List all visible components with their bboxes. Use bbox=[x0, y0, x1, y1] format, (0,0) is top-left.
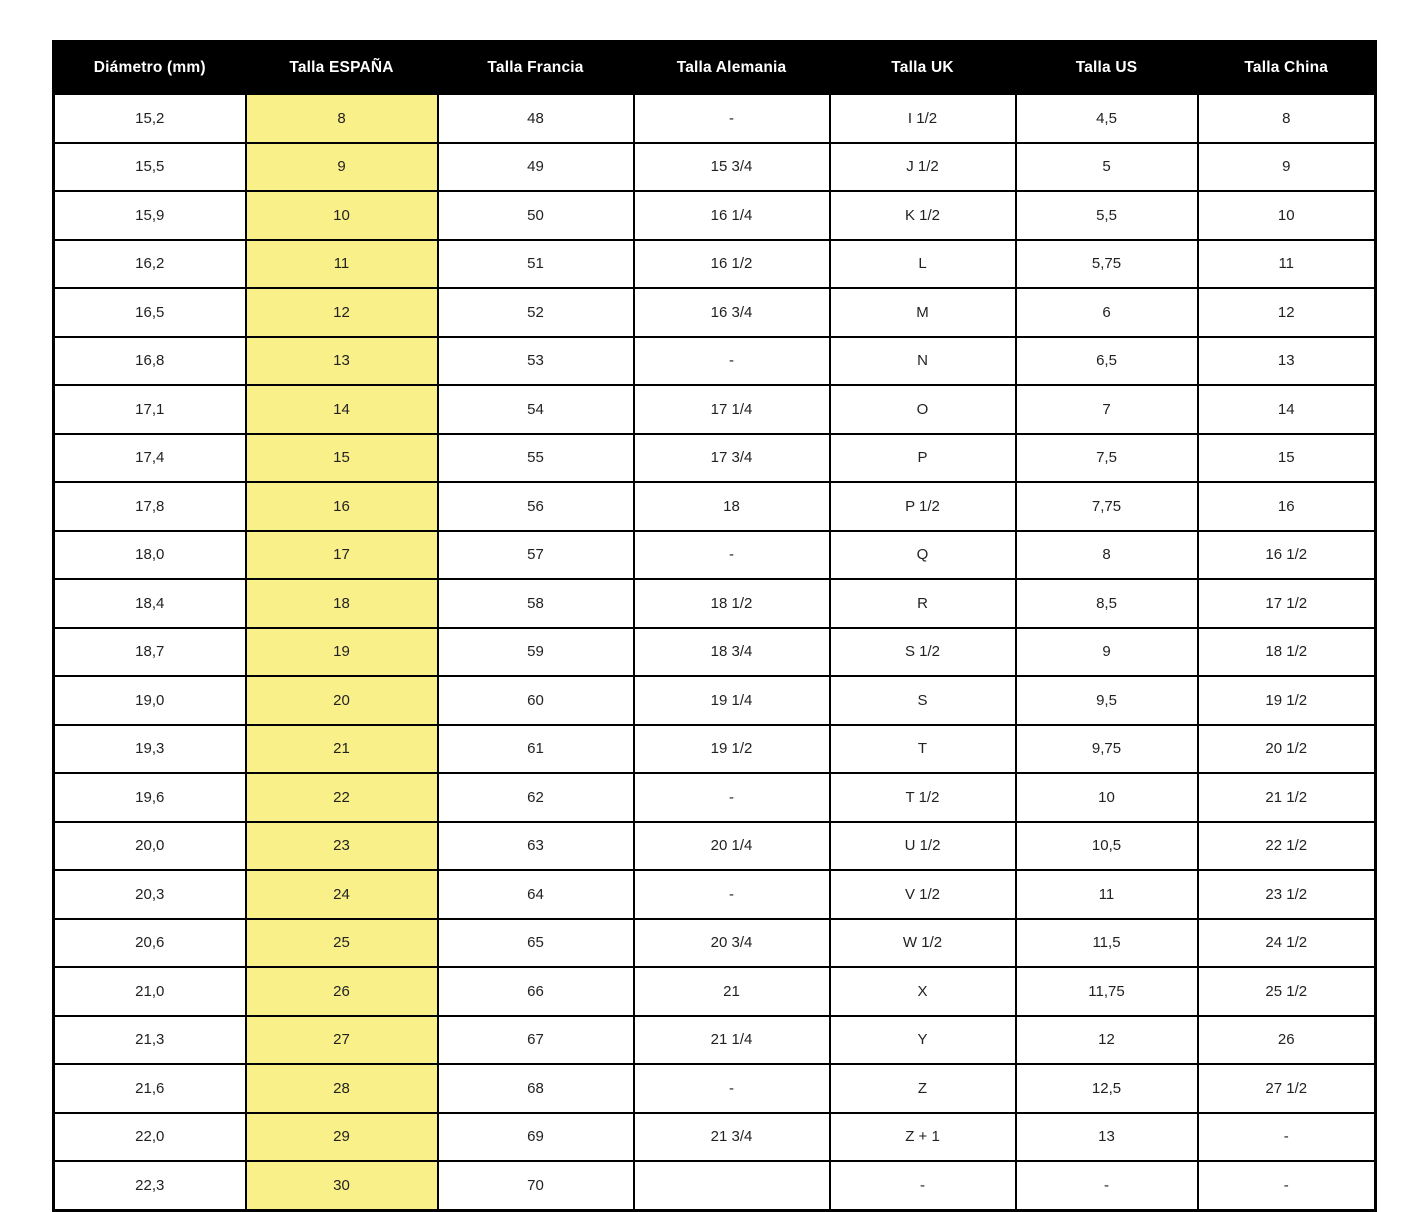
table-cell: 22,3 bbox=[54, 1161, 246, 1210]
table-cell: 28 bbox=[246, 1064, 438, 1113]
table-cell: 16,5 bbox=[54, 288, 246, 337]
table-cell: 23 bbox=[246, 822, 438, 871]
column-header-talla-espana: Talla ESPAÑA bbox=[246, 42, 438, 95]
table-cell: M bbox=[830, 288, 1016, 337]
table-cell: 9,75 bbox=[1016, 725, 1198, 774]
table-cell: 17 1/4 bbox=[634, 385, 830, 434]
table-cell bbox=[634, 1161, 830, 1210]
table-cell: 7,75 bbox=[1016, 482, 1198, 531]
table-cell: 9 bbox=[246, 143, 438, 192]
table-header-row bbox=[54, 42, 1376, 95]
table-cell: 8 bbox=[246, 94, 438, 143]
table-cell: - bbox=[1016, 1161, 1198, 1210]
table-cell: 19 1/2 bbox=[634, 725, 830, 774]
table-cell: 24 bbox=[246, 870, 438, 919]
table-cell: S 1/2 bbox=[830, 628, 1016, 677]
table-cell: 16 1/2 bbox=[634, 240, 830, 289]
table-cell: 68 bbox=[438, 1064, 634, 1113]
table-cell: 5,75 bbox=[1016, 240, 1198, 289]
table-cell: 12 bbox=[246, 288, 438, 337]
table-cell: 10,5 bbox=[1016, 822, 1198, 871]
table-cell: 18,7 bbox=[54, 628, 246, 677]
table-cell: 11,75 bbox=[1016, 967, 1198, 1016]
table-cell: 70 bbox=[438, 1161, 634, 1210]
table-cell: L bbox=[830, 240, 1016, 289]
column-header-talla-alemania: Talla Alemania bbox=[634, 42, 830, 95]
table-cell: 10 bbox=[1016, 773, 1198, 822]
table-row bbox=[54, 240, 1376, 289]
table-cell: U 1/2 bbox=[830, 822, 1016, 871]
table-cell: 15 3/4 bbox=[634, 143, 830, 192]
table-cell: 4,5 bbox=[1016, 94, 1198, 143]
column-header-talla-francia: Talla Francia bbox=[438, 42, 634, 95]
table-cell: 16 bbox=[1198, 482, 1376, 531]
table-cell: 7 bbox=[1016, 385, 1198, 434]
table-cell: 27 bbox=[246, 1016, 438, 1065]
table-cell: - bbox=[1198, 1161, 1376, 1210]
table-cell: 5 bbox=[1016, 143, 1198, 192]
table-cell: N bbox=[830, 337, 1016, 386]
table-cell: 62 bbox=[438, 773, 634, 822]
table-cell: 18 bbox=[634, 482, 830, 531]
table-cell: 50 bbox=[438, 191, 634, 240]
table-cell: 21,6 bbox=[54, 1064, 246, 1113]
table-cell: 15 bbox=[246, 434, 438, 483]
table-cell: - bbox=[1198, 1113, 1376, 1162]
table-cell: - bbox=[634, 337, 830, 386]
table-row bbox=[54, 288, 1376, 337]
table-cell: 13 bbox=[1016, 1113, 1198, 1162]
table-cell: 51 bbox=[438, 240, 634, 289]
table-row bbox=[54, 967, 1376, 1016]
table-cell: 5,5 bbox=[1016, 191, 1198, 240]
table-cell: 21 1/2 bbox=[1198, 773, 1376, 822]
table-cell: 69 bbox=[438, 1113, 634, 1162]
table-cell: 63 bbox=[438, 822, 634, 871]
table-cell: 16 1/2 bbox=[1198, 531, 1376, 580]
table-row bbox=[54, 628, 1376, 677]
table-cell: 25 bbox=[246, 919, 438, 968]
table-cell: 21,0 bbox=[54, 967, 246, 1016]
table-cell: O bbox=[830, 385, 1016, 434]
table-row bbox=[54, 531, 1376, 580]
table-cell: 16 bbox=[246, 482, 438, 531]
table-body bbox=[54, 94, 1376, 1210]
table-row bbox=[54, 1064, 1376, 1113]
table-cell: 7,5 bbox=[1016, 434, 1198, 483]
table-cell: 20 3/4 bbox=[634, 919, 830, 968]
table-cell: - bbox=[634, 773, 830, 822]
table-cell: 17 3/4 bbox=[634, 434, 830, 483]
table-cell: 67 bbox=[438, 1016, 634, 1065]
table-cell: 59 bbox=[438, 628, 634, 677]
table-row bbox=[54, 1016, 1376, 1065]
table-cell: 10 bbox=[1198, 191, 1376, 240]
table-header bbox=[54, 42, 1376, 95]
table-cell: - bbox=[634, 531, 830, 580]
table-cell: S bbox=[830, 676, 1016, 725]
table-row bbox=[54, 579, 1376, 628]
table-row bbox=[54, 337, 1376, 386]
ring-size-table bbox=[52, 40, 1377, 1212]
table-cell: 15,5 bbox=[54, 143, 246, 192]
table-cell: 53 bbox=[438, 337, 634, 386]
table-cell: 21 3/4 bbox=[634, 1113, 830, 1162]
table-cell: 52 bbox=[438, 288, 634, 337]
table-cell: 26 bbox=[246, 967, 438, 1016]
table-cell: 22 bbox=[246, 773, 438, 822]
table-cell: 8 bbox=[1016, 531, 1198, 580]
table-cell: 19 bbox=[246, 628, 438, 677]
table-cell: 29 bbox=[246, 1113, 438, 1162]
table-row bbox=[54, 725, 1376, 774]
table-cell: 16 1/4 bbox=[634, 191, 830, 240]
table-cell: 11 bbox=[1016, 870, 1198, 919]
table-cell: 55 bbox=[438, 434, 634, 483]
table-cell: 17 1/2 bbox=[1198, 579, 1376, 628]
table-cell: 18,4 bbox=[54, 579, 246, 628]
table-row bbox=[54, 143, 1376, 192]
table-cell: 21 bbox=[634, 967, 830, 1016]
table-cell: 64 bbox=[438, 870, 634, 919]
table-cell: 57 bbox=[438, 531, 634, 580]
table-cell: 8 bbox=[1198, 94, 1376, 143]
table-cell: 11,5 bbox=[1016, 919, 1198, 968]
column-header-diametro: Diámetro (mm) bbox=[54, 42, 246, 95]
table-cell: R bbox=[830, 579, 1016, 628]
table-cell: 26 bbox=[1198, 1016, 1376, 1065]
table-cell: 25 1/2 bbox=[1198, 967, 1376, 1016]
table-cell: - bbox=[830, 1161, 1016, 1210]
table-row bbox=[54, 434, 1376, 483]
table-cell: Q bbox=[830, 531, 1016, 580]
table-cell: 14 bbox=[1198, 385, 1376, 434]
table-cell: 17,8 bbox=[54, 482, 246, 531]
table-cell: 17,4 bbox=[54, 434, 246, 483]
table-cell: 9,5 bbox=[1016, 676, 1198, 725]
table-cell: - bbox=[634, 870, 830, 919]
table-cell: 15,9 bbox=[54, 191, 246, 240]
column-header-talla-uk: Talla UK bbox=[830, 42, 1016, 95]
table-cell: 19,3 bbox=[54, 725, 246, 774]
table-cell: 30 bbox=[246, 1161, 438, 1210]
table-cell: 20,6 bbox=[54, 919, 246, 968]
table-row bbox=[54, 1113, 1376, 1162]
table-row bbox=[54, 773, 1376, 822]
table-cell: 11 bbox=[1198, 240, 1376, 289]
table-cell: 54 bbox=[438, 385, 634, 434]
table-cell: 18 1/2 bbox=[1198, 628, 1376, 677]
table-row bbox=[54, 482, 1376, 531]
table-cell: 19,0 bbox=[54, 676, 246, 725]
table-cell: - bbox=[634, 1064, 830, 1113]
table-row bbox=[54, 94, 1376, 143]
table-row bbox=[54, 870, 1376, 919]
table-cell: 48 bbox=[438, 94, 634, 143]
table-row bbox=[54, 919, 1376, 968]
table-cell: 18 3/4 bbox=[634, 628, 830, 677]
table-cell: 20,0 bbox=[54, 822, 246, 871]
table-cell: 12,5 bbox=[1016, 1064, 1198, 1113]
table-cell: Y bbox=[830, 1016, 1016, 1065]
table-cell: K 1/2 bbox=[830, 191, 1016, 240]
table-cell: 17 bbox=[246, 531, 438, 580]
table-cell: 16,8 bbox=[54, 337, 246, 386]
table-cell: 21 bbox=[246, 725, 438, 774]
table-cell: 14 bbox=[246, 385, 438, 434]
table-cell: 22 1/2 bbox=[1198, 822, 1376, 871]
table-cell: 11 bbox=[246, 240, 438, 289]
table-cell: 12 bbox=[1198, 288, 1376, 337]
table-cell: 66 bbox=[438, 967, 634, 1016]
table-cell: 20,3 bbox=[54, 870, 246, 919]
table-cell: V 1/2 bbox=[830, 870, 1016, 919]
table-cell: 18 1/2 bbox=[634, 579, 830, 628]
table-cell: 12 bbox=[1016, 1016, 1198, 1065]
table-cell: 24 1/2 bbox=[1198, 919, 1376, 968]
table-row bbox=[54, 385, 1376, 434]
table-cell: 22,0 bbox=[54, 1113, 246, 1162]
table-cell: 56 bbox=[438, 482, 634, 531]
table-cell: 9 bbox=[1198, 143, 1376, 192]
table-cell: 6,5 bbox=[1016, 337, 1198, 386]
table-cell: 6 bbox=[1016, 288, 1198, 337]
table-row bbox=[54, 191, 1376, 240]
table-cell: - bbox=[634, 94, 830, 143]
table-cell: Z + 1 bbox=[830, 1113, 1016, 1162]
table-cell: T bbox=[830, 725, 1016, 774]
table-cell: 8,5 bbox=[1016, 579, 1198, 628]
table-cell: 19,6 bbox=[54, 773, 246, 822]
table-cell: Z bbox=[830, 1064, 1016, 1113]
table-cell: 17,1 bbox=[54, 385, 246, 434]
table-cell: 20 bbox=[246, 676, 438, 725]
table-cell: X bbox=[830, 967, 1016, 1016]
table-cell: 19 1/4 bbox=[634, 676, 830, 725]
table-cell: P bbox=[830, 434, 1016, 483]
table-cell: J 1/2 bbox=[830, 143, 1016, 192]
table-cell: T 1/2 bbox=[830, 773, 1016, 822]
column-header-talla-china: Talla China bbox=[1198, 42, 1376, 95]
table-cell: 13 bbox=[246, 337, 438, 386]
table-cell: 23 1/2 bbox=[1198, 870, 1376, 919]
table-cell: 27 1/2 bbox=[1198, 1064, 1376, 1113]
table-cell: 15 bbox=[1198, 434, 1376, 483]
table-cell: 49 bbox=[438, 143, 634, 192]
table-cell: 19 1/2 bbox=[1198, 676, 1376, 725]
table-cell: 16,2 bbox=[54, 240, 246, 289]
table-cell: 21 1/4 bbox=[634, 1016, 830, 1065]
table-cell: 9 bbox=[1016, 628, 1198, 677]
table-row bbox=[54, 822, 1376, 871]
table-row bbox=[54, 1161, 1376, 1210]
table-cell: 15,2 bbox=[54, 94, 246, 143]
table-cell: W 1/2 bbox=[830, 919, 1016, 968]
table-cell: I 1/2 bbox=[830, 94, 1016, 143]
table-cell: 58 bbox=[438, 579, 634, 628]
column-header-talla-us: Talla US bbox=[1016, 42, 1198, 95]
table-cell: 18,0 bbox=[54, 531, 246, 580]
table-cell: 65 bbox=[438, 919, 634, 968]
table-cell: 20 1/2 bbox=[1198, 725, 1376, 774]
table-cell: 16 3/4 bbox=[634, 288, 830, 337]
table-cell: P 1/2 bbox=[830, 482, 1016, 531]
table-cell: 60 bbox=[438, 676, 634, 725]
table-row bbox=[54, 676, 1376, 725]
table-cell: 20 1/4 bbox=[634, 822, 830, 871]
table-cell: 18 bbox=[246, 579, 438, 628]
table-cell: 10 bbox=[246, 191, 438, 240]
table-cell: 61 bbox=[438, 725, 634, 774]
table-cell: 21,3 bbox=[54, 1016, 246, 1065]
table-cell: 13 bbox=[1198, 337, 1376, 386]
